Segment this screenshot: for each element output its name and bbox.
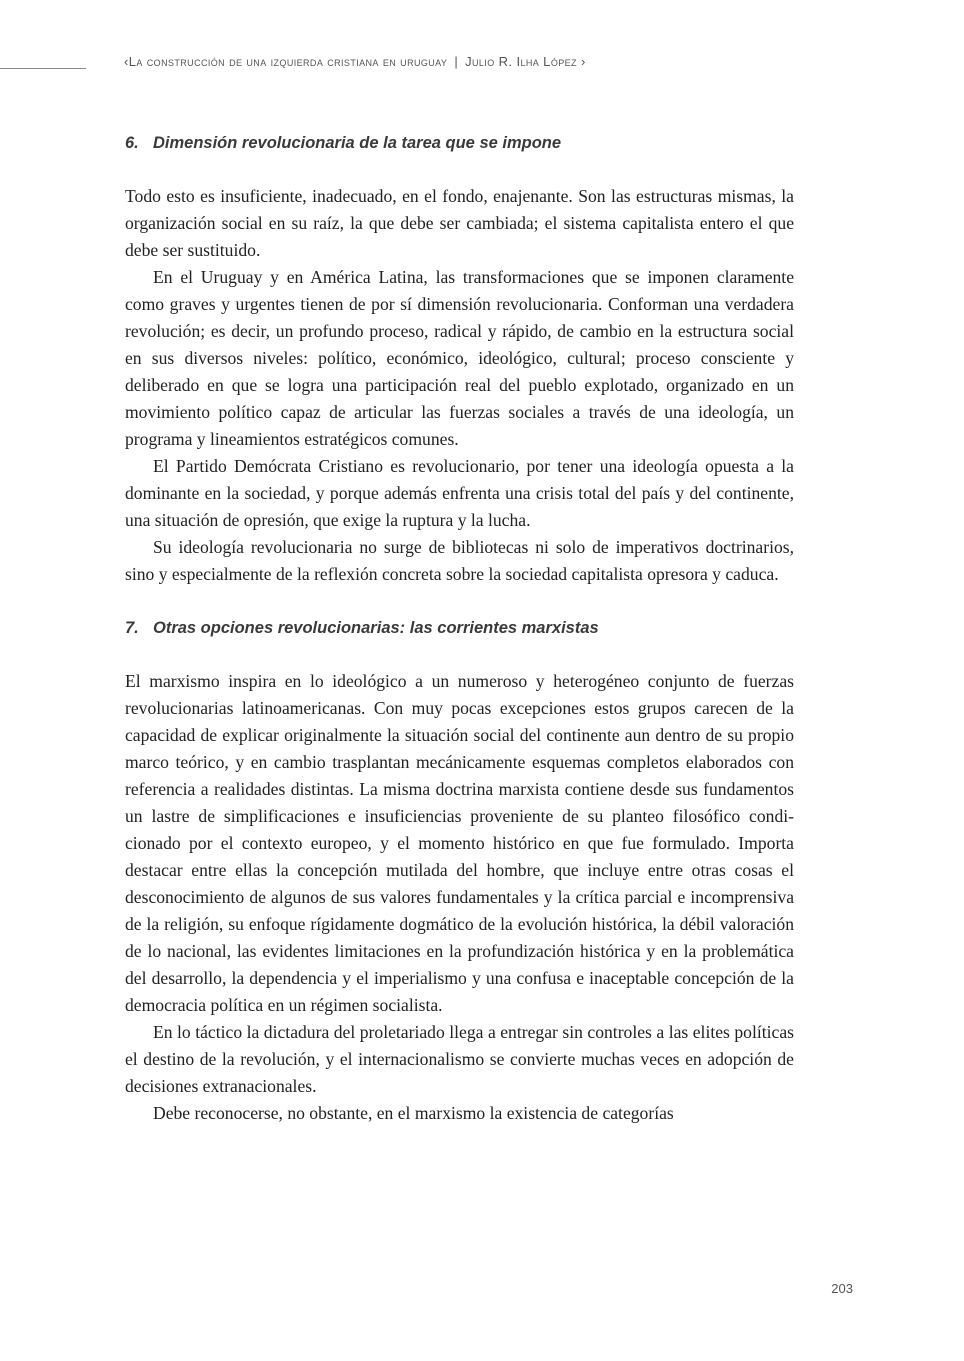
section-number: 6. [125,134,139,152]
section-title: Otras opciones revolucionarias: las corrientes marxistas [153,619,599,637]
section-heading-7 [125,615,794,642]
section-number: 7. [125,619,139,637]
header-book-title: La construcción de una izquierda cristiana en uruguay [128,54,448,69]
paragraph: Todo esto es insuficiente, inadecuado, en el fondo, enajenante. Son las estructuras mismas, la organización social en su raíz, la que debe ser cambiada; el sistema capitalista entero el que debe ser sustituido. [125,186,794,260]
page-body [125,130,794,1127]
paragraph: En el Uruguay y en América Latina, las transformaciones que se imponen claramente como graves y urgentes tienen de por sí dimensión revolucionaria. Conforman una verdadera revolución; es decir, un profundo proceso, radical y rápido, de cambio en la estructura social en sus diversos niveles: político, económico, ideológico, cultural; proceso consciente y deliberado en que se logra una participación real del pueblo explotado, organizado en un movimiento político capaz de articular las fuerzas sociales a través de una ideología, un programa y lineamientos estratégicos comunes. [125,267,794,449]
header-rule [0,68,86,69]
paragraph: El Partido Demócrata Cristiano es revolucionario, por tener una ideología opuesta a la dominante en la sociedad, y porque además enfrenta una crisis total del país y del continente, una situación de opresión, que exige la ruptura y la lucha. [125,456,794,530]
header-close-mark: › [580,54,586,69]
paragraph: El marxismo inspira en lo ideológico a un numeroso y heterogéneo conjunto de fuerzas revolucionarias latinoamericanas. Con muy pocas excepciones estos grupos carecen de la capacidad de explicar originalmente la situación social del continente aun dentro de su propio marco teórico, y en cambio trasplantan mecánicamente esquemas completos elaborados con referencia a realidades distintas. La misma doctrina marxista contiene desde sus fundamentos un lastre de simplificaciones e insuficiencias proveniente de su planteo filosófico condicionado por el contexto europeo, y el momento histórico en que fue formulado. Importa destacar entre ellas la concepción mutilada del hombre, que incluye entre otras cosas el desconocimiento de algunos de sus valores fundamentales y la crítica parcial e incomprensiva de la religión, su enfoque rígidamente dogmático de la evolución histórica, la débil valoración de lo nacional, las evidentes limitaciones en la profundización histórica y en la problemática del desarrollo, la dependencia y el imperialismo y una confusa e inaceptable concepción de la democracia política en un régimen socialista. [125,671,794,1015]
section-heading-6 [125,130,794,157]
header-separator: | [454,54,459,69]
header-open-mark: ‹ [124,54,129,69]
paragraph: Debe reconocerse, no obstante, en el marxismo la existencia de categorías [153,1103,674,1123]
running-header [124,54,586,69]
paragraph: Su ideología revolucionaria no surge de bibliotecas ni solo de imperativos doctrinarios, sino y especialmente de la reflexión concreta sobre la sociedad capitalista opresora y caduca. [125,537,794,584]
paragraph: En lo táctico la dictadura del proletariado llega a entregar sin controles a las elites políticas el destino de la revolución, y el internacionalismo se convierte muchas veces en adopción de decisiones extranacionales. [125,1022,794,1096]
page-number: 203 [831,1281,853,1296]
header-author: Julio R. Ilha López [465,54,577,69]
section-title: Dimensión revolucionaria de la tarea que se impone [153,134,562,152]
